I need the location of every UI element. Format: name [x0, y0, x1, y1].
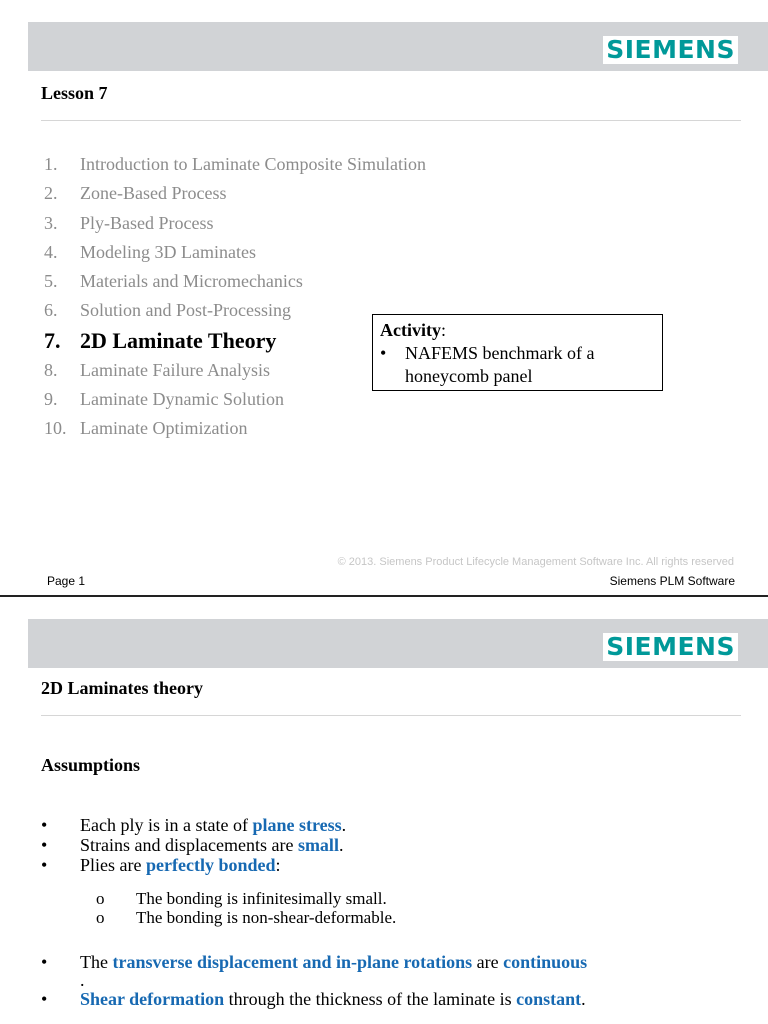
agenda-item: 1. Introduction to Laminate Composite Simulation [44, 154, 426, 174]
title-divider [41, 715, 741, 716]
agenda-list [44, 150, 426, 444]
title-divider [41, 120, 741, 121]
agenda-item: 5. Materials and Micromechanics [44, 271, 303, 292]
agenda-item-current: 7. 2D Laminate Theory [44, 327, 277, 353]
agenda-item: 9. Laminate Dynamic Solution [44, 389, 284, 410]
agenda-item: 8. Laminate Failure Analysis [44, 359, 270, 380]
activity-box [372, 314, 663, 391]
activity-item: • NAFEMS benchmark of a honeycomb panel [380, 343, 595, 386]
agenda-item: 2. Zone-Based Process [44, 183, 227, 204]
agenda-item: 10. Laminate Optimization [44, 418, 248, 439]
slide-2d-laminates-theory: SIEMENS 2D Laminates theory Assumptions • Each ply is in a state of plane stress. • Strains and displacements are small. • Plies are perfectly bonded: o The bonding is infinitesimally small. o The bonding is non-shear-deformable. • The transverse displacement and in-plane rotations are continuous . • Shear deformation through the thickness of the laminate is constant. [0, 597, 768, 1024]
slide-title: 2D Laminates theory [41, 678, 203, 698]
agenda-item: 4. Modeling 3D Laminates [44, 241, 256, 262]
company-name: Siemens PLM Software [609, 574, 735, 588]
slide-title: Lesson 7 [41, 83, 108, 103]
activity-heading: Activity: [380, 320, 446, 340]
header-bar [28, 22, 768, 71]
section-heading: Assumptions [41, 755, 141, 775]
copyright-notice: © 2013. Siemens Product Lifecycle Management Software Inc. All rights reserved [337, 556, 734, 568]
agenda-item: 3. Ply-Based Process [44, 212, 214, 233]
agenda-item: 6. Solution and Post-Processing [44, 300, 292, 321]
siemens-logo: SIEMENS [603, 36, 738, 64]
siemens-logo: SIEMENS [603, 633, 738, 661]
page-number: Page 1 [47, 574, 86, 588]
header-bar [28, 619, 768, 668]
